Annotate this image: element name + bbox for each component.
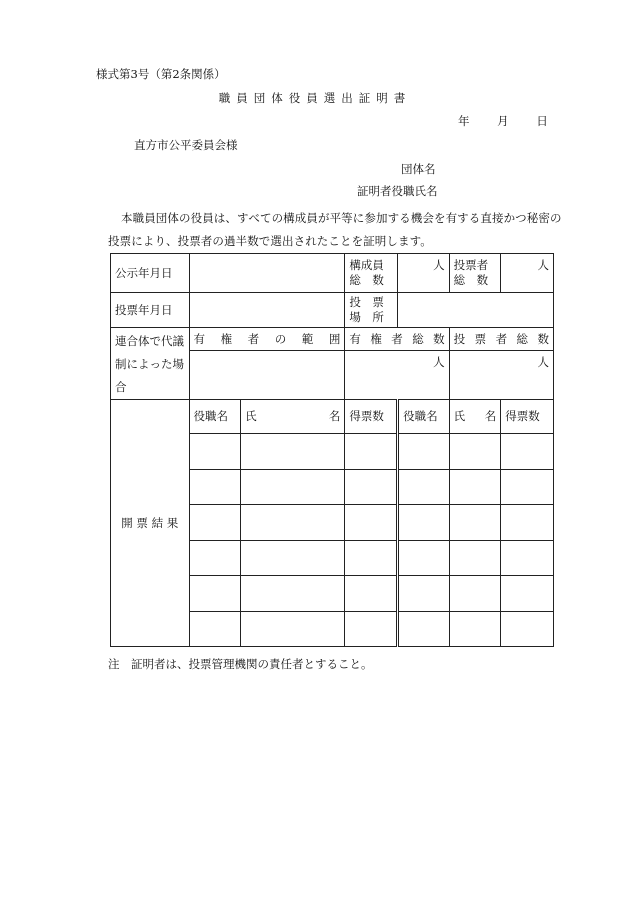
cell[interactable] — [398, 505, 450, 541]
col-position-right: 役職名 — [398, 400, 450, 434]
col-votes-right: 得票数 — [501, 400, 554, 434]
col-position-left: 役職名 — [189, 400, 241, 434]
cell[interactable] — [501, 469, 554, 505]
cell[interactable] — [345, 540, 398, 576]
cell[interactable] — [241, 540, 345, 576]
col-name-left: 氏 名 — [241, 400, 345, 434]
voter-total-value[interactable]: 人 — [449, 351, 553, 400]
cell[interactable] — [501, 540, 554, 576]
voter-total-label: 投 票 者 総 数 — [449, 328, 553, 351]
cell[interactable] — [345, 611, 398, 647]
vote-date-label: 投票年月日 — [111, 293, 190, 328]
cell[interactable] — [501, 505, 554, 541]
cell[interactable] — [345, 469, 398, 505]
cell[interactable] — [189, 505, 241, 541]
cell[interactable] — [189, 434, 241, 470]
notice-date-label: 公示年月日 — [111, 254, 190, 293]
col-votes-left: 得票数 — [345, 400, 398, 434]
cell[interactable] — [449, 576, 501, 612]
cell[interactable] — [398, 540, 450, 576]
cell[interactable] — [345, 434, 398, 470]
date-day: 日 — [536, 114, 548, 128]
vote-date-value[interactable] — [189, 293, 345, 328]
cell[interactable] — [449, 434, 501, 470]
cell[interactable] — [501, 611, 554, 647]
date-year: 年 — [458, 114, 470, 128]
cell[interactable] — [241, 611, 345, 647]
certifier-label: 証明者役職氏名 — [357, 184, 438, 198]
voters-total-label: 投票者 総 数 — [449, 254, 501, 293]
cell[interactable] — [189, 576, 241, 612]
cell[interactable] — [449, 611, 501, 647]
cell[interactable] — [241, 576, 345, 612]
cell[interactable] — [241, 469, 345, 505]
vote-place-value[interactable] — [398, 293, 554, 328]
election-form-table — [110, 253, 554, 647]
vote-place-label: 投 票 場 所 — [345, 293, 398, 328]
notice-date-value[interactable] — [189, 254, 345, 293]
col-name-right: 氏 名 — [449, 400, 501, 434]
document-title: 職員団体役員選出証明書 — [218, 91, 412, 105]
cell[interactable] — [189, 540, 241, 576]
cell[interactable] — [345, 576, 398, 612]
footnote: 注 証明者は、投票管理機関の責任者とすること。 — [108, 657, 373, 671]
cell[interactable] — [501, 434, 554, 470]
cell[interactable] — [398, 576, 450, 612]
cell[interactable] — [449, 469, 501, 505]
cell[interactable] — [189, 611, 241, 647]
voters-total-value[interactable]: 人 — [501, 254, 554, 293]
members-total-value[interactable]: 人 — [398, 254, 450, 293]
form-number: 様式第3号（第2条関係） — [96, 67, 226, 81]
members-total-label: 構成員 総 数 — [345, 254, 398, 293]
eligible-range-value[interactable] — [189, 351, 345, 400]
eligible-total-label: 有 権 者 総 数 — [345, 328, 449, 351]
cell[interactable] — [189, 469, 241, 505]
cell[interactable] — [501, 576, 554, 612]
cell[interactable] — [345, 505, 398, 541]
cell[interactable] — [398, 434, 450, 470]
cell[interactable] — [241, 505, 345, 541]
cell[interactable] — [241, 434, 345, 470]
addressee: 直方市公平委員会様 — [134, 138, 238, 152]
date-line — [458, 113, 548, 129]
cell[interactable] — [449, 540, 501, 576]
eligible-total-value[interactable]: 人 — [345, 351, 449, 400]
certification-text: 本職員団体の役員は、すべての構成員が平等に参加する機会を有する直接かつ秘密の投票により、投票者の過半数で選出されたことを証明します。 — [108, 211, 562, 248]
federation-label: 連合体で代議制によった場合 — [111, 328, 190, 400]
date-month: 月 — [497, 114, 509, 128]
count-result-label: 開 票 結 果 — [111, 400, 190, 647]
eligible-range-label: 有 権 者 の 範 囲 — [189, 328, 345, 351]
cell[interactable] — [398, 611, 450, 647]
cell[interactable] — [449, 505, 501, 541]
org-name-label: 団体名 — [401, 162, 436, 176]
cell[interactable] — [398, 469, 450, 505]
